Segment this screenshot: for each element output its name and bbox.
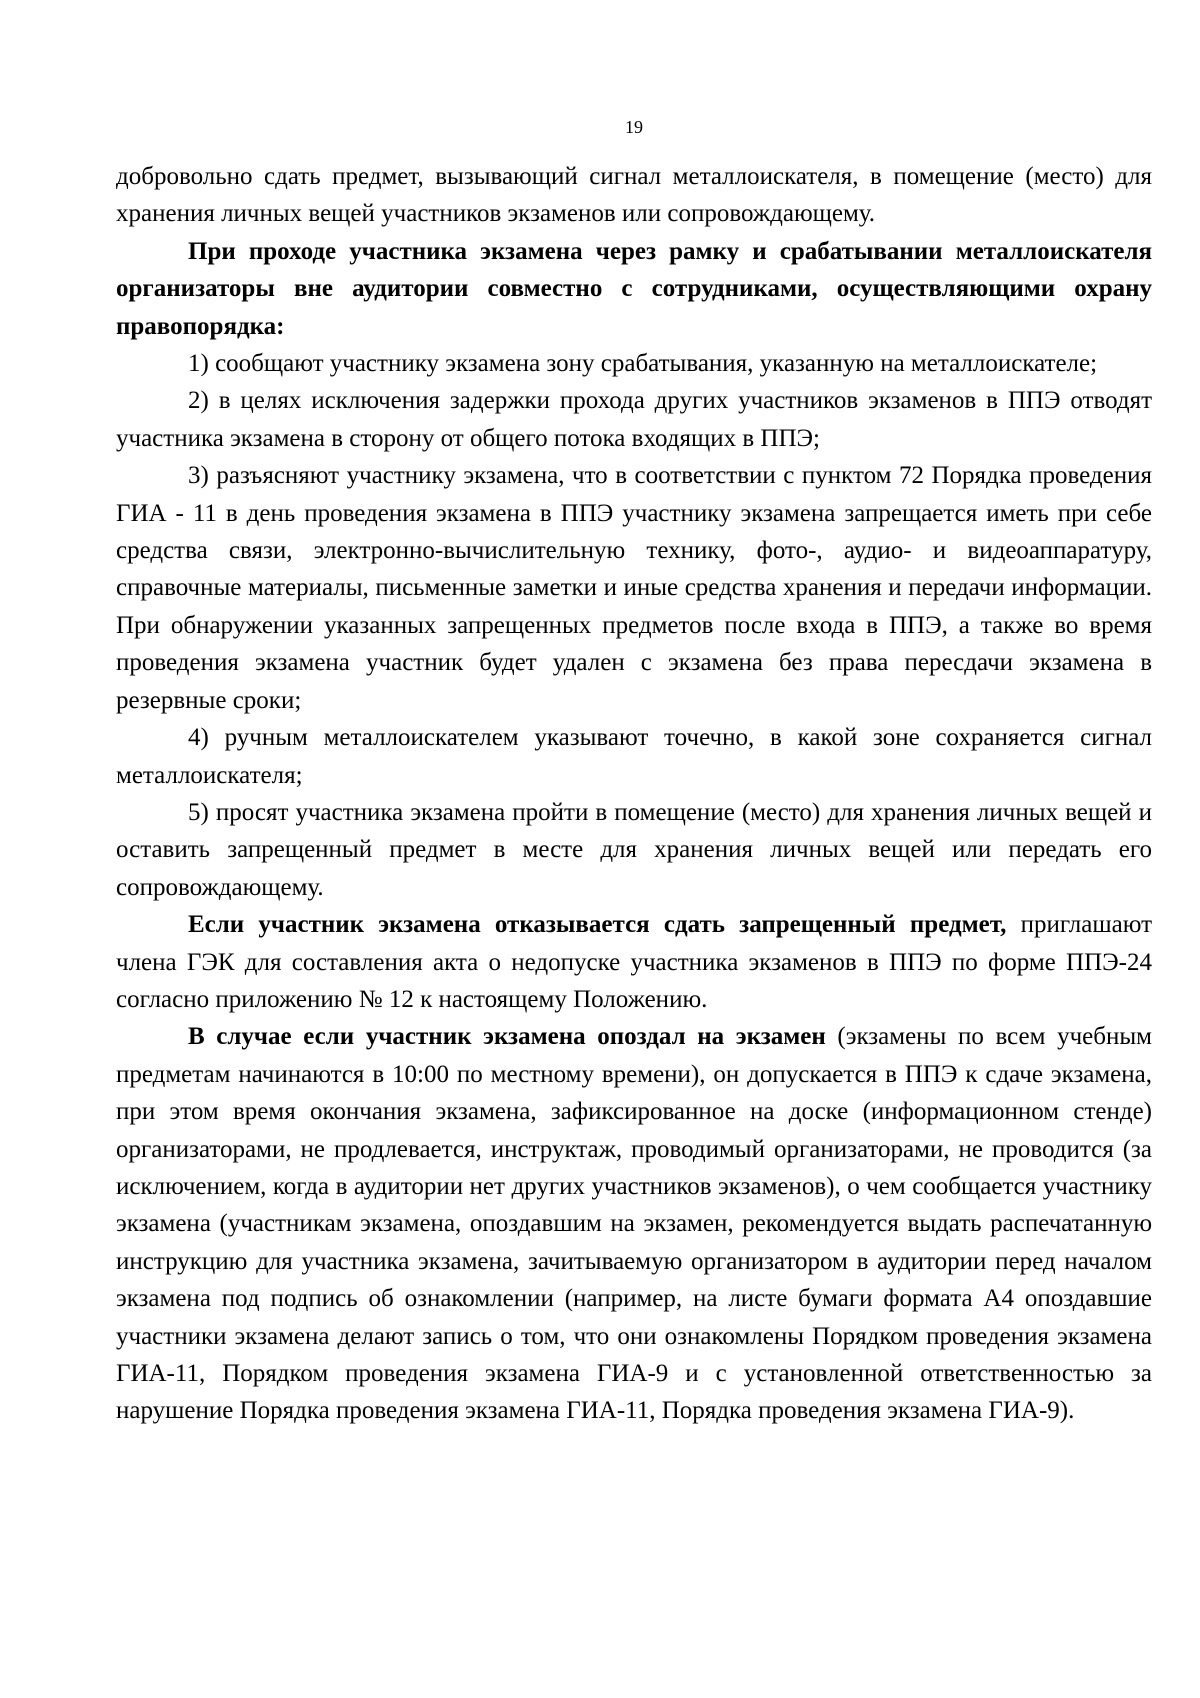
list-item-text: 5) просят участника экзамена пройти в помещение (место) для хранения личных вещей и оставить запрещенный предмет в месте для хранения личных вещей или передать его сопровождающему. <box>116 798 1152 901</box>
paragraph-bold-text: При проходе участника экзамена через рамку и срабатывании металлоискателя организаторы вне аудитории совместно с сотрудниками, осуществляющими охрану правопорядка: <box>116 237 1152 340</box>
list-item-4 <box>116 719 1152 794</box>
paragraph-metal-detector-heading <box>116 233 1152 345</box>
list-item-text: 3) разъясняют участнику экзамена, что в соответствии с пунктом 72 Порядка проведения ГИА - 11 в день проведения экзамена в ППЭ участнику экзамена запрещается иметь при себе средства связи, электронно-вычислительную технику, фото-, аудио- и видеоаппаратуру, справочные материалы, письменные заметки и иные средства хранения и передачи информации. При обнаружении указанных запрещенных предметов после входа в ППЭ, а также во время проведения экзамена участник будет удален с экзамена без права пересдачи экзамена в резервные сроки; <box>116 462 1152 714</box>
paragraph-refusal <box>116 906 1152 1018</box>
page-number: 19 <box>625 117 643 137</box>
paragraph-bold-text: В случае если участник экзамена опоздал на экзамен <box>188 1023 826 1051</box>
document-body <box>116 158 1152 1430</box>
list-item-3 <box>116 457 1152 719</box>
list-item-text: 2) в целях исключения задержки прохода других участников экзаменов в ППЭ отводят участника экзамена в сторону от общего потока входящих в ППЭ; <box>116 387 1152 452</box>
list-item-1 <box>116 345 1152 382</box>
list-item-5 <box>116 794 1152 906</box>
paragraph-continuation <box>116 158 1152 233</box>
paragraph-text: добровольно сдать предмет, вызывающий сигнал металлоискателя, в помещение (место) для хранения личных вещей участников экзаменов или сопровождающему. <box>116 163 1152 228</box>
list-item-text: 1) сообщают участнику экзамена зону срабатывания, указанную на металлоискателе; <box>188 350 1098 378</box>
list-item-text: 4) ручным металлоискателем указывают точечно, в какой зоне сохраняется сигнал металлоискателя; <box>116 724 1152 789</box>
paragraph-text: (экзамены по всем учебным предметам начинаются в 10:00 по местному времени), он допускается в ППЭ к сдаче экзамена, при этом время окончания экзамена, зафиксированное на доске (информационном стенде) организаторами, не продлевается, инструктаж, проводимый организаторами, не проводится (за исключением, когда в аудитории нет других участников экзаменов), о чем сообщается участнику экзамена (участникам экзамена, опоздавшим на экзамен, рекомендуется выдать распечатанную инструкцию для участника экзамена, зачитываемую организатором в аудитории перед началом экзамена под подпись об ознакомлении (например, на листе бумаги формата А4 опоздавшие участники экзамена делают запись о том, что они ознакомлены Порядком проведения экзамена ГИА-11, Порядком проведения экзамена ГИА-9 и с установленной ответственностью за нарушение Порядка проведения экзамена ГИА-11, Порядка проведения экзамена ГИА-9). <box>116 1023 1152 1425</box>
paragraph-text: приглашают члена ГЭК для составления акта о недопуске участника экзаменов в ППЭ по форме ППЭ-24 согласно приложению № 12 к настоящему Положению. <box>116 911 1152 1013</box>
paragraph-late-arrival <box>116 1018 1152 1429</box>
list-item-2 <box>116 382 1152 457</box>
paragraph-bold-text: Если участник экзамена отказывается сдать запрещенный предмет, <box>188 911 1007 939</box>
